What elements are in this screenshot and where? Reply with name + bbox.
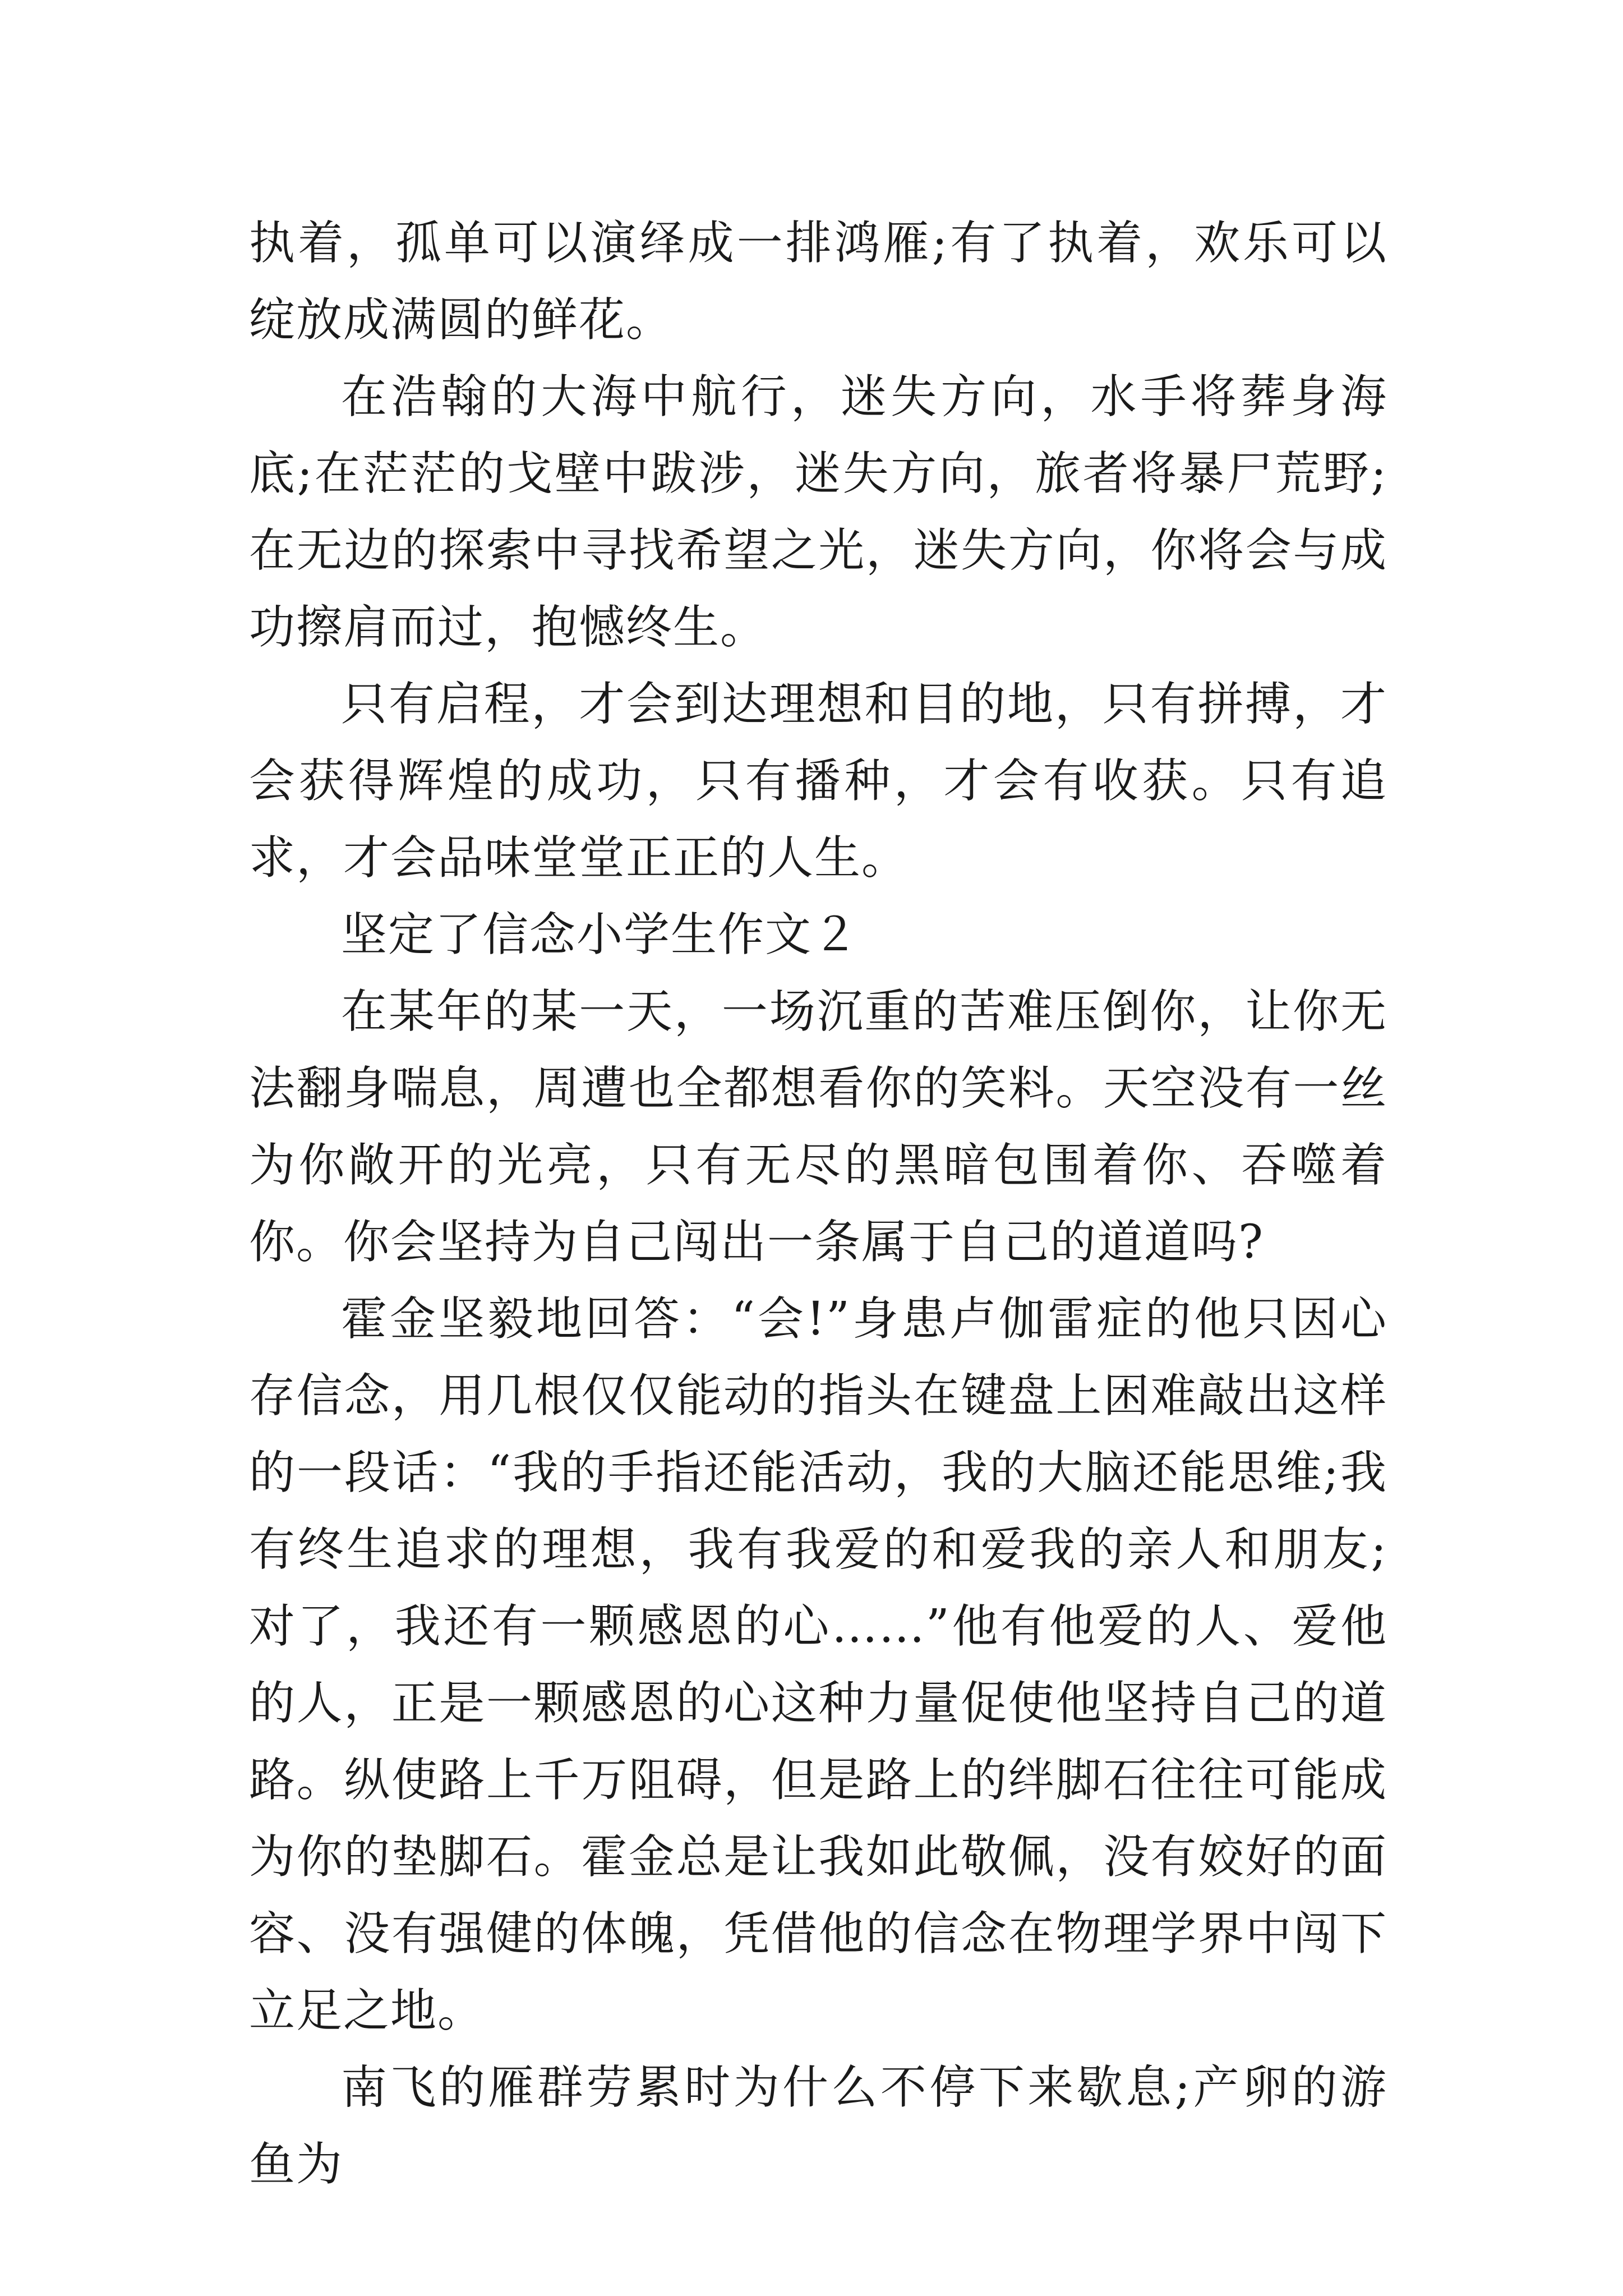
essay-heading: 坚定了信念小学生作文２ [341,908,860,961]
paragraph-2: 在浩翰的大海中航行，迷失方向，水手将葬身海底;在茫茫的戈壁中跋涉，迷失方向，旅者将暴尸荒野;在无边的探索中寻找希望之光，迷失方向，你将会与成功擦肩而过，抱憾终生。 [249,370,1387,654]
essay-body [249,205,1387,2203]
paragraph-3: 只有启程，才会到达理想和目的地，只有拼搏，才会获得辉煌的成功，只有播种，才会有收获。只有追求，才会品味堂堂正正的人生。 [249,678,1387,885]
paragraph-6: 南飞的雁群劳累时为什么不停下来歇息;产卵的游鱼为 [249,2061,1387,2191]
paragraph-5: 霍金坚毅地回答：“会!”身患卢伽雷症的他只因心存信念，用几根仅仅能动的指头在键盘上困难敲出这样的一段话：“我的手指还能活动，我的大脑还能思维;我有终生追求的理想，我有我爱的和爱我的亲人和朋友;对了，我还有一颗感恩的心……”他有他爱的人、爱他的人，正是一颗感恩的心这种力量促使他坚持自己的道路。纵使路上千万阻碍，但是路上的绊脚石往往可能成为你的垫脚石。霍金总是让我如此敬佩，没有姣好的面容、没有强健的体魄，凭借他的信念在物理学界中闯下立足之地。 [249,1292,1387,2037]
paragraph-1: 执着，孤单可以演绎成一排鸿雁;有了执着，欢乐可以绽放成满圆的鲜花。 [249,217,1387,347]
paragraph-4: 在某年的某一天，一场沉重的苦难压倒你，让你无法翻身喘息，周遭也全都想看你的笑料。天空没有一丝为你敞开的光亮，只有无尽的黑暗包围着你、吞噬着你。你会坚持为自己闯出一条属于自己的道道吗? [249,985,1387,1269]
